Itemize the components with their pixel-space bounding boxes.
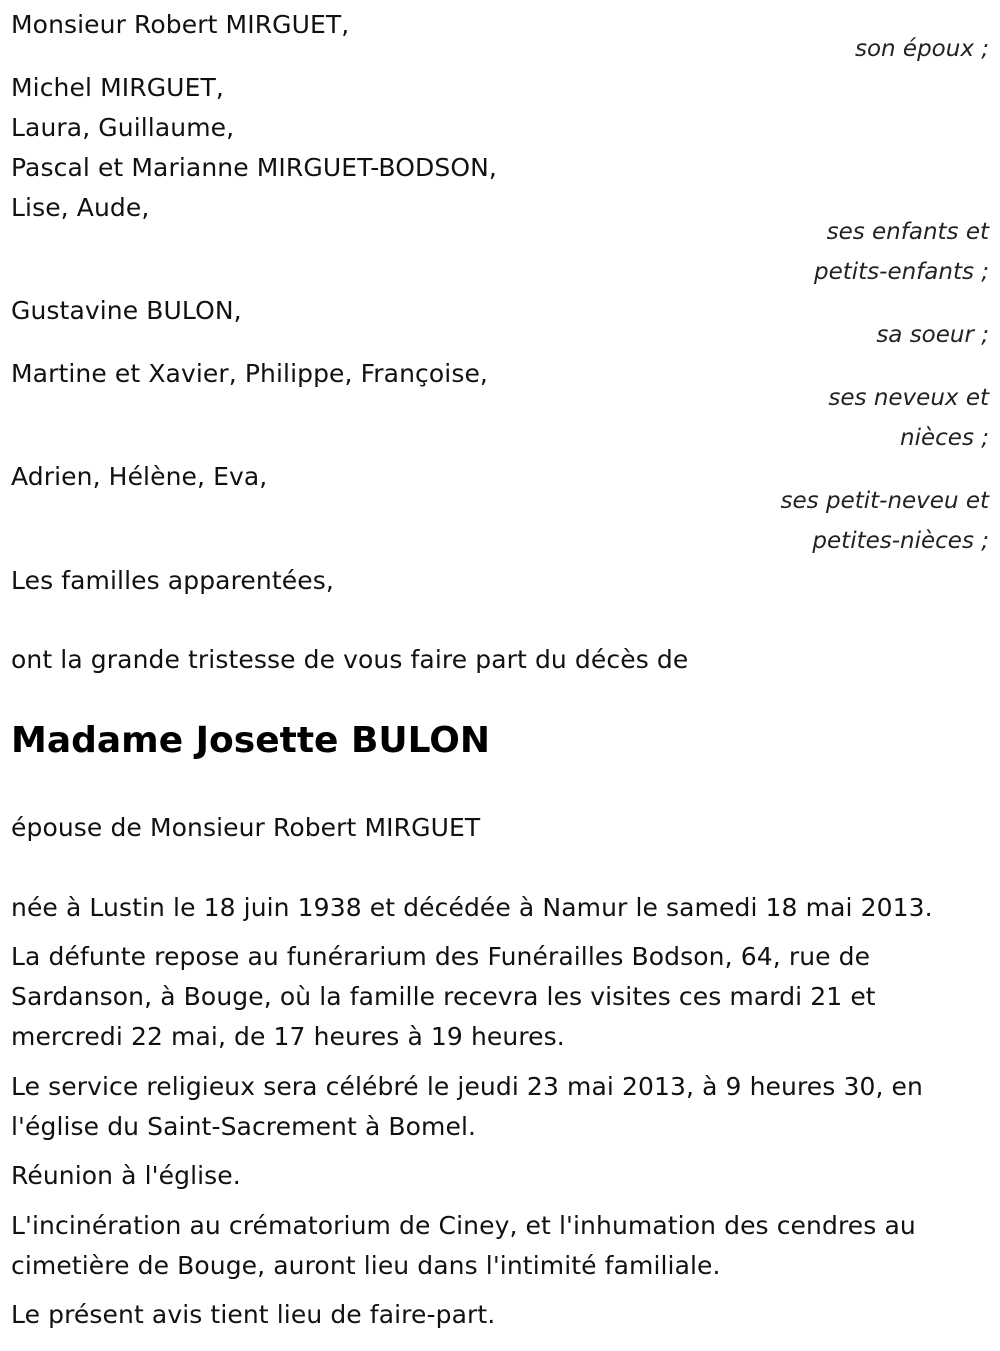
relation-label: nièces ; <box>900 425 989 451</box>
paragraph-line: Réunion à l'église. <box>11 1161 241 1190</box>
announcement-intro: ont la grande tristesse de vous faire part du décès de <box>11 645 689 674</box>
family-name-line: Gustavine BULON, <box>11 296 242 325</box>
paragraph-line: mercredi 22 mai, de 17 heures à 19 heures. <box>11 1022 565 1051</box>
paragraph-line: L'incinération au crématorium de Ciney, et l'inhumation des cendres au <box>11 1211 916 1240</box>
family-name-line: Martine et Xavier, Philippe, Françoise, <box>11 359 488 388</box>
birth-death-line: née à Lustin le 18 juin 1938 et décédée à Namur le samedi 18 mai 2013. <box>11 893 933 922</box>
paragraph-line: La défunte repose au funérarium des Funérailles Bodson, 64, rue de <box>11 942 871 971</box>
relation-label: son époux ; <box>854 36 989 62</box>
deceased-name: Madame Josette BULON <box>11 720 491 761</box>
family-name-line: Monsieur Robert MIRGUET, <box>11 10 350 39</box>
paragraph-line: Le présent avis tient lieu de faire-part. <box>11 1300 496 1329</box>
relation-label: petites-nièces ; <box>812 528 989 554</box>
spouse-line: épouse de Monsieur Robert MIRGUET <box>11 813 481 842</box>
family-name-line: Laura, Guillaume, <box>11 113 235 142</box>
family-name-line: Michel MIRGUET, <box>11 73 224 102</box>
relation-label: sa soeur ; <box>876 322 989 348</box>
relation-label: petits-enfants ; <box>813 259 989 285</box>
family-name-line: Pascal et Marianne MIRGUET-BODSON, <box>11 153 497 182</box>
family-name-line: Adrien, Hélène, Eva, <box>11 462 268 491</box>
paragraph-line: Sardanson, à Bouge, où la famille recevra les visites ces mardi 21 et <box>11 982 876 1011</box>
relation-label: ses neveux et <box>828 385 989 411</box>
relation-label: ses enfants et <box>826 219 989 245</box>
relation-label: ses petit-neveu et <box>780 488 989 514</box>
paragraph-line: Le service religieux sera célébré le jeudi 23 mai 2013, à 9 heures 30, en <box>11 1072 923 1101</box>
family-name-line: Les familles apparentées, <box>11 566 334 595</box>
family-name-line: Lise, Aude, <box>11 193 150 222</box>
paragraph-line: l'église du Saint-Sacrement à Bomel. <box>11 1112 477 1141</box>
paragraph-line: cimetière de Bouge, auront lieu dans l'intimité familiale. <box>11 1251 721 1280</box>
